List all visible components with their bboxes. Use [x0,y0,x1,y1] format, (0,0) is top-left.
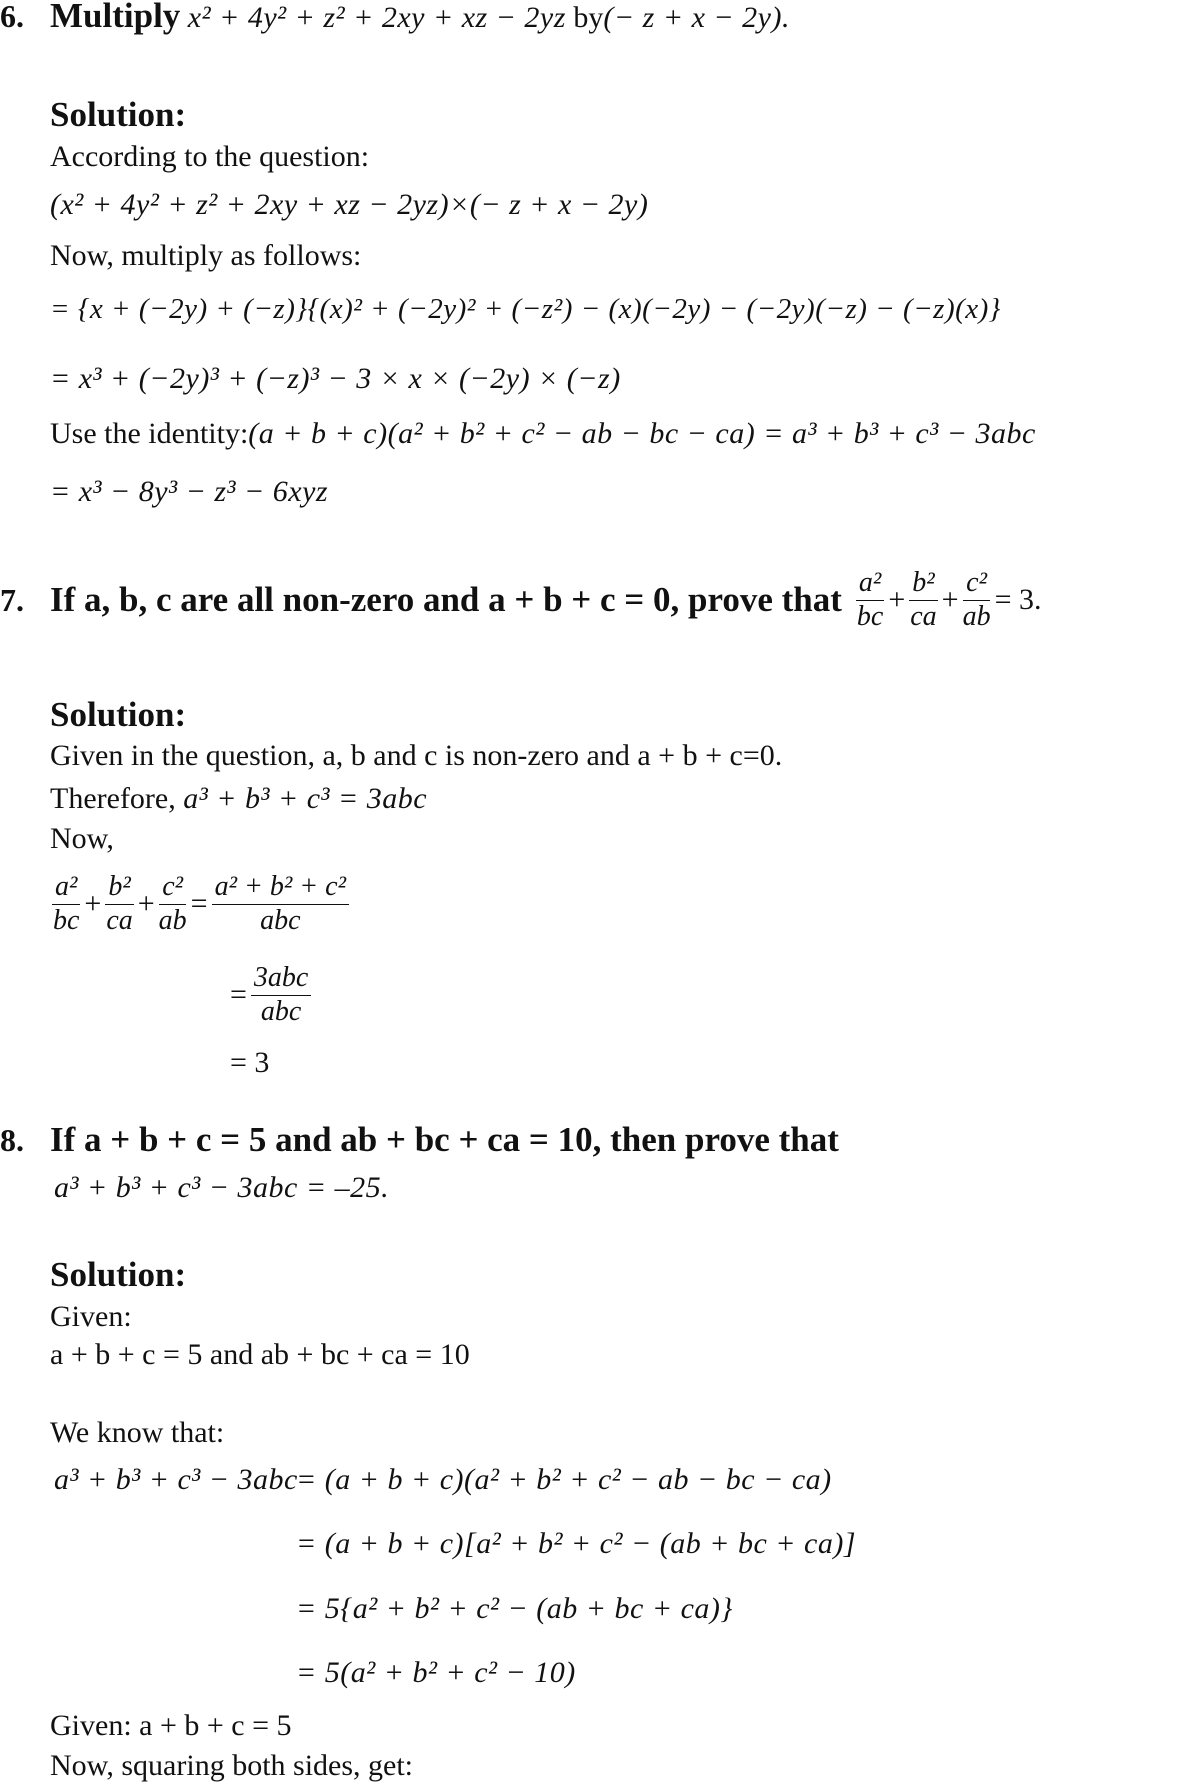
fraction [909,567,937,632]
question-7-heading [50,555,1044,645]
solution-heading: Solution: [50,95,187,134]
numerator: b² [909,567,937,600]
denominator: bc [52,904,80,936]
text-line: a + b + c = 5 and ab + bc + ca = 10 [50,1338,470,1371]
denominator: bc [856,600,884,632]
math-expression: (− z + x − 2y). [603,1,790,34]
solution-heading: Solution: [50,1255,187,1294]
text-line: Now, squaring both sides, get: [50,1749,414,1782]
equals-sign: = [190,887,208,920]
math-line: = 5(a² + b² + c² − 10) [296,1656,576,1689]
question-number: 6. [0,0,24,34]
question-title: If a + b + c = 5 and ab + bc + ca = 10, then prove that [50,1120,839,1159]
numerator: a² [856,567,884,600]
denominator: abc [260,904,301,936]
fraction [212,871,349,936]
math-line: = (a + b + c)[a² + b² + c² − (ab + bc + ca)] [296,1527,857,1560]
fraction [52,871,80,936]
fraction [856,567,884,632]
question-number: 7. [0,582,24,618]
question-number: 8. [0,1122,24,1158]
fraction-equation [50,859,351,949]
numerator: a² [52,871,80,904]
math-expression: x² + 4y² + z² + 2xy + xz − 2yz [187,1,566,34]
denominator: ca [106,904,133,936]
equals-sign: = [230,978,247,1011]
question-title: If a, b, c are all non-zero and a + b + c = 0, prove that [50,580,842,619]
numerator: b² [105,871,133,904]
fraction-equation [228,950,313,1040]
numerator: 3abc [251,962,311,995]
denominator: ab [158,904,187,936]
math-line: a³ + b³ + c³ − 3abc [54,1463,298,1496]
question-6-heading [50,0,790,38]
math-line: = x³ + (−2y)³ + (−z)³ − 3 × x × (−2y) × (−z) [50,362,621,395]
math-line: = (a + b + c)(a² + b² + c² − ab − bc − ca) [296,1463,832,1496]
denominator: abc [260,995,302,1027]
fraction [159,871,187,936]
numerator: a² + b² + c² [212,871,349,904]
plus-sign: + [941,583,959,616]
text-line: Now, [50,822,114,855]
text-line: We know that: [50,1416,225,1449]
math-line: = 5{a² + b² + c² − (ab + bc + ca)} [296,1592,733,1625]
result-line: = x³ − 8y³ − z³ − 6xyz [50,475,329,508]
numerator: c² [159,871,186,904]
plus-sign: + [84,887,102,920]
math-line: a³ + b³ + c³ − 3abc = –25. [54,1171,390,1204]
math-line: (x² + 4y² + z² + 2xy + xz − 2yz)×(− z + x − 2y) [50,188,649,221]
identity-label: Use the identity: [50,417,249,450]
question-title: Multiply [50,0,181,35]
therefore-line [50,777,427,821]
text-line: Given: [50,1300,132,1333]
fraction [251,962,311,1027]
fraction [105,871,133,936]
text-line: According to the question: [50,140,370,173]
equals-three: = 3. [994,583,1042,616]
text-line: Now, multiply as follows: [50,239,362,272]
fraction [963,567,991,632]
text-line: Given in the question, a, b and c is non-zero and a + b + c=0. [50,739,783,772]
numerator: c² [963,567,990,600]
therefore-label: Therefore, [50,782,176,815]
denominator: ca [910,600,937,632]
by-word: by [573,1,604,34]
denominator: ab [962,600,991,632]
identity-line [50,412,1036,456]
plus-sign: + [137,887,155,920]
math-line: = {x + (−2y) + (−z)}{(x)² + (−2y)² + (−z²) − (x)(−2y) − (−2y)(−z) − (−z)(x)} [50,293,1001,325]
math-expression: a³ + b³ + c³ = 3abc [183,782,428,815]
text-line: Given: a + b + c = 5 [50,1709,292,1742]
final-result: = 3 [230,1046,270,1079]
plus-sign: + [888,583,906,616]
solution-heading: Solution: [50,695,187,734]
identity-expression: (a + b + c)(a² + b² + c² − ab − bc − ca) = a³ + b³ + c³ − 3abc [248,417,1036,450]
